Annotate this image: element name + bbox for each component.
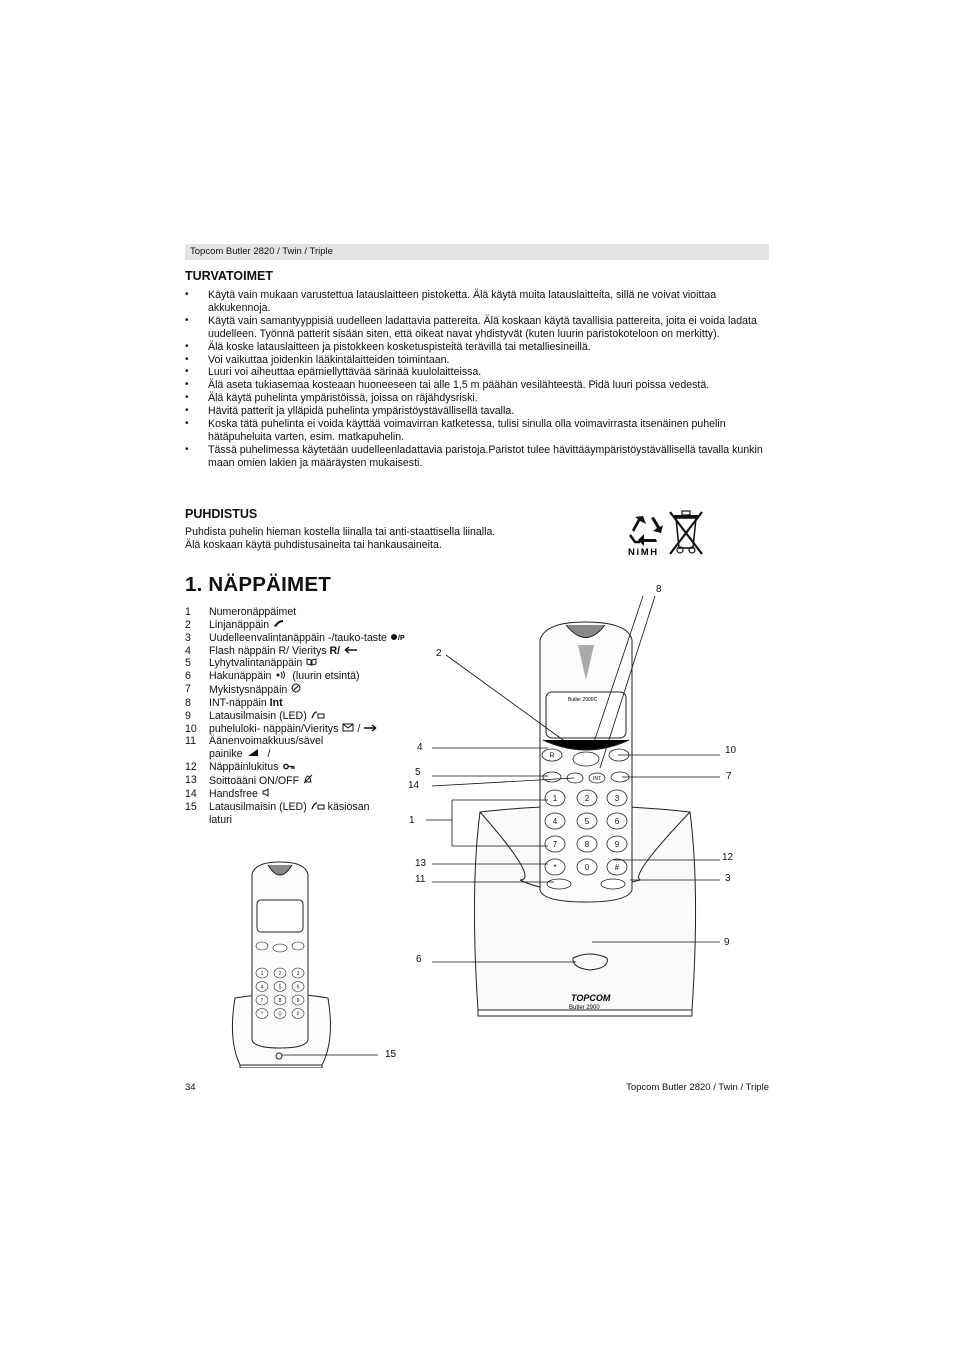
small-r-key bbox=[256, 942, 268, 950]
key-description: Flash näppäin R/ Vieritys R/ bbox=[209, 645, 415, 658]
page-number: 34 bbox=[185, 1082, 196, 1093]
key-list-item bbox=[185, 748, 415, 761]
footer-title: Topcom Butler 2820 / Twin / Triple bbox=[626, 1082, 769, 1093]
key-list-item bbox=[185, 774, 415, 788]
mute-icon bbox=[291, 684, 301, 696]
key-number: 4 bbox=[185, 644, 191, 657]
safety-item: • Tässä puhelimessa käytetään uudelleenladattavia paristoja.Paristot tulee hävittääympäristöystävällisellä tavalla kunkin maan omien lakien ja määräysten mukaisesti. bbox=[185, 444, 769, 470]
key-number: 10 bbox=[185, 722, 197, 735]
callout-13: 13 bbox=[415, 858, 427, 869]
keypad-key-#-label: # bbox=[614, 862, 620, 872]
recycle-icon bbox=[630, 516, 663, 546]
callout-6: 6 bbox=[416, 954, 422, 965]
key-list-item bbox=[185, 697, 415, 710]
crossed-out-bin-icon bbox=[670, 511, 702, 554]
callout-15: 15 bbox=[385, 1049, 397, 1060]
line-key bbox=[573, 752, 599, 766]
volume-key bbox=[547, 879, 571, 889]
callout-12: 12 bbox=[722, 852, 734, 863]
keypad-key-5-label: 5 bbox=[584, 816, 590, 826]
key-list-item bbox=[185, 788, 415, 801]
key-number bbox=[185, 814, 209, 827]
callout-3: 3 bbox=[725, 873, 731, 884]
svg-text:/P: /P bbox=[397, 634, 405, 641]
header-title: Topcom Butler 2820 / Twin / Triple bbox=[190, 246, 333, 257]
key-description: Latausilmaisin (LED) bbox=[209, 710, 415, 723]
key-list-item bbox=[185, 619, 415, 632]
callout-5: 5 bbox=[415, 767, 421, 778]
key-number: 2 bbox=[185, 618, 191, 631]
safety-item: • Älä aseta tukiasemaa kosteaan huoneeseen tai alle 1,5 m päähän vesilähteestä. Pidä luuri poissa vedestä. bbox=[185, 379, 769, 392]
key-description: Hakunäppäin (luurin etsintä) bbox=[209, 670, 360, 683]
arrow-left-icon bbox=[344, 645, 358, 657]
speaker-icon bbox=[262, 788, 270, 800]
page-icon bbox=[275, 670, 285, 682]
r-key-label: R bbox=[549, 752, 555, 760]
small-key-8-label: 8 bbox=[278, 997, 282, 1004]
callout-1: 1 bbox=[409, 815, 415, 826]
key-description: Numeronäppäimet bbox=[209, 606, 297, 618]
book-icon bbox=[306, 657, 317, 669]
keypad-key-2-label: 2 bbox=[584, 793, 590, 803]
small-key-#-label: # bbox=[296, 1011, 300, 1018]
small-key-5-label: 5 bbox=[278, 984, 282, 991]
key-number: 11 bbox=[185, 735, 196, 748]
phone-diagram bbox=[397, 580, 754, 1020]
key-number: 13 bbox=[185, 773, 197, 786]
key-description: Äänenvoimakkuus/sävel bbox=[209, 735, 324, 748]
keypad-key-7-label: 7 bbox=[552, 839, 558, 849]
safety-heading: TURVATOIMET bbox=[185, 269, 273, 283]
key-list-item bbox=[185, 632, 415, 645]
key-icon bbox=[283, 761, 295, 773]
key-number: 14 bbox=[185, 787, 197, 800]
keypad-key-8-label: 8 bbox=[584, 839, 590, 849]
callout-9: 9 bbox=[724, 937, 730, 948]
small-line-key bbox=[273, 944, 287, 952]
safety-item: • Älä koske latauslaitteen ja pistokkeen kosketuspisteitä terävillä tai metalliesineillä. bbox=[185, 341, 769, 354]
cleaning-line-2: Älä koskaan käytä puhdistusaineita tai hankausaineita. bbox=[185, 539, 442, 551]
handset-brand: Butler 2900C bbox=[568, 697, 598, 703]
key-description: Näppäinlukitus bbox=[209, 761, 415, 774]
key-description: puheluloki- näppäin/Vieritys / bbox=[209, 723, 415, 736]
key-number: 6 bbox=[185, 670, 191, 683]
cleaning-text bbox=[185, 526, 625, 552]
key-number: 1 bbox=[185, 606, 191, 618]
key-description: Soittoääni ON/OFF bbox=[209, 774, 415, 788]
key-number: 5 bbox=[185, 657, 191, 670]
safety-item: • Käytä vain samantyyppisiä uudelleen ladattavia pattereita. Älä koskaan käytä tavallisia pattereita, joita ei voida ladata uudelleen. Työnnä patterit sisään siten, että oikeat navat yhdistyvät (kuten luurin paristokoteloon on merkitty). bbox=[185, 315, 769, 341]
redial-key bbox=[601, 879, 625, 889]
key-number bbox=[185, 748, 209, 761]
base-logo: TOPCOM bbox=[571, 993, 611, 1003]
bell-off-icon bbox=[303, 775, 313, 787]
key-number: 12 bbox=[185, 761, 197, 774]
keypad-key-4-label: 4 bbox=[552, 816, 558, 826]
keys-heading: 1. NÄPPÄIMET bbox=[185, 573, 331, 596]
safety-item: • Käytä vain mukaan varustettua latauslaitteen pistoketta. Älä käytä muita latauslaitteita, sillä ne voivat vioittaa akkukennoja. bbox=[185, 289, 769, 315]
handset-charger-diagram bbox=[228, 858, 403, 1068]
callout-2: 2 bbox=[436, 648, 442, 659]
keypad-key-0-label: 0 bbox=[584, 862, 590, 872]
nimh-label: NiMH bbox=[628, 547, 659, 558]
key-number: 3 bbox=[185, 631, 191, 644]
safety-item: • Koska tätä puhelinta ei voida käyttää voimavirran katketessa, tulisi sinulla olla voimavirrasta itsenäinen puhelin hätäpuheluita varten, esim. matkapuhelin. bbox=[185, 418, 769, 444]
key-description: Linjanäppäin bbox=[209, 619, 415, 632]
disposal-icons bbox=[626, 508, 706, 558]
key-list-item bbox=[185, 683, 415, 697]
key-description: laturi bbox=[209, 813, 232, 826]
keypad-key-3-label: 3 bbox=[614, 793, 620, 803]
small-key-6-label: 6 bbox=[296, 984, 300, 991]
key-number: 8 bbox=[185, 696, 191, 709]
key-list-item bbox=[185, 606, 415, 619]
keys-list bbox=[185, 606, 415, 826]
keypad-key-6-label: 6 bbox=[614, 816, 620, 826]
cleaning-line-1: Puhdista puhelin hieman kostella liinalla tai anti-staattisella liinalla. bbox=[185, 526, 496, 538]
keypad-key-9-label: 9 bbox=[614, 839, 620, 849]
envelope-arrow-icon bbox=[342, 723, 354, 735]
key-list-item bbox=[185, 735, 415, 748]
key-description: Handsfree bbox=[209, 788, 415, 801]
key-description: Lyhytvalintanäppäin bbox=[209, 657, 415, 670]
key-list-item bbox=[185, 657, 415, 670]
cleaning-heading: PUHDISTUS bbox=[185, 507, 258, 521]
safety-list bbox=[185, 289, 769, 470]
callout-14: 14 bbox=[408, 780, 420, 791]
keypad-key-1-label: 1 bbox=[552, 793, 558, 803]
small-key-3-label: 3 bbox=[296, 970, 300, 977]
key-number: 9 bbox=[185, 709, 191, 722]
key-number: 7 bbox=[185, 683, 191, 696]
arrow-right-icon bbox=[363, 723, 377, 735]
small-key-9-label: 9 bbox=[296, 997, 300, 1004]
key-list-item bbox=[185, 710, 415, 723]
key-description: Uudelleenvalintanäppäin -/tauko-taste /P bbox=[209, 631, 405, 644]
key-list-item bbox=[185, 801, 415, 814]
volume-melody-icon bbox=[247, 748, 265, 760]
small-handset bbox=[252, 862, 308, 1048]
safety-item: • Luuri voi aiheuttaa epämiellyttävää särinää kuulolaitteissa. bbox=[185, 366, 769, 379]
small-key-1-label: 1 bbox=[260, 970, 264, 977]
small-log-key bbox=[292, 942, 304, 950]
base-model: Butler 2900 bbox=[569, 1005, 600, 1011]
small-key-2-label: 2 bbox=[278, 970, 282, 977]
key-list-item bbox=[185, 761, 415, 774]
keypad-key-*-label: * bbox=[553, 862, 557, 872]
safety-item: • Hävitä patterit ja ylläpidä puhelinta ympäristöystävällisellä tavalla. bbox=[185, 405, 769, 418]
speeddial-key bbox=[543, 772, 561, 782]
charge-icon bbox=[311, 710, 325, 722]
small-key-*-label: * bbox=[261, 1011, 263, 1018]
key-description: INT-näppäin Int bbox=[209, 696, 283, 709]
callout-10: 10 bbox=[725, 745, 737, 756]
key-list-item bbox=[185, 645, 415, 658]
charge-icon bbox=[311, 801, 325, 813]
small-key-7-label: 7 bbox=[260, 997, 264, 1004]
small-key-0-label: 0 bbox=[278, 1011, 282, 1018]
running-header bbox=[185, 244, 769, 260]
callout-7: 7 bbox=[726, 771, 732, 782]
key-list-item bbox=[185, 723, 415, 736]
key-list-item bbox=[185, 670, 415, 683]
key-list-item bbox=[185, 814, 415, 827]
safety-item: • Voi vaikuttaa joidenkin lääkintälaitteiden toimintaan. bbox=[185, 354, 769, 367]
callout-11: 11 bbox=[415, 874, 426, 885]
key-description: Latausilmaisin (LED) käsiosan bbox=[209, 800, 370, 813]
int-key-label: INT bbox=[592, 775, 602, 782]
key-description: painike / bbox=[209, 748, 271, 761]
callout-8: 8 bbox=[656, 584, 662, 595]
key-number: 15 bbox=[185, 800, 197, 813]
handset-icon bbox=[273, 619, 284, 631]
key-description: Mykistysnäppäin bbox=[209, 683, 415, 697]
callout-4: 4 bbox=[417, 742, 423, 753]
small-key-4-label: 4 bbox=[260, 984, 264, 991]
safety-item: • Älä käytä puhelinta ympäristöissä, joissa on räjähdysriski. bbox=[185, 392, 769, 405]
